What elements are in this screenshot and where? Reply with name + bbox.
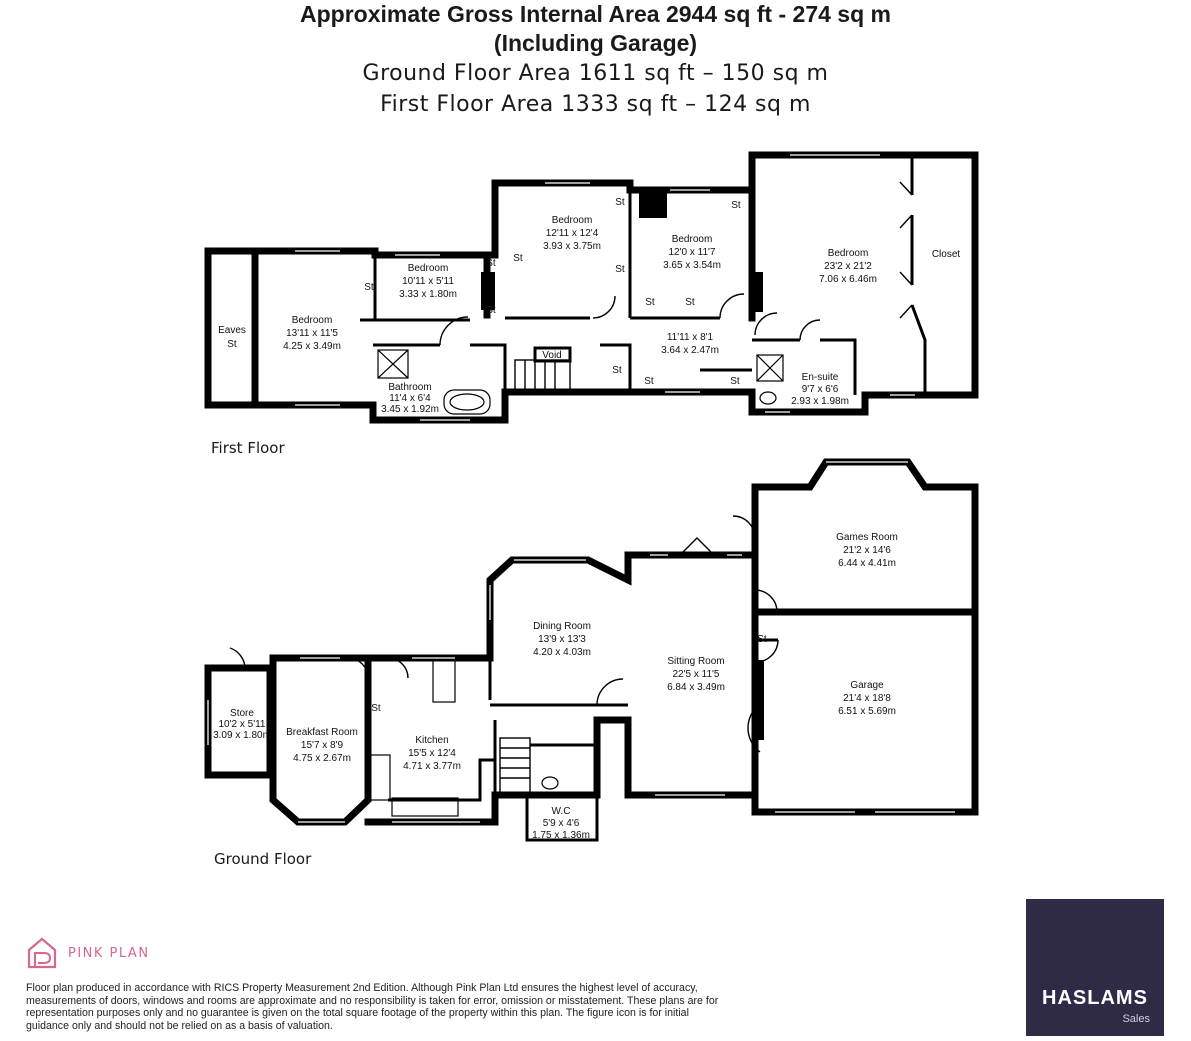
bedroom-2-name: Bedroom: [407, 263, 449, 274]
garage-imperial: 21'4 x 18'8: [843, 693, 891, 704]
sitting-room-name: Sitting Room: [667, 656, 725, 667]
eaves-storage-label: St: [227, 339, 237, 350]
garage-name: Garage: [850, 680, 884, 691]
storage-label: St: [615, 264, 625, 275]
storage-label: St: [486, 305, 496, 316]
bathroom-metric: 3.45 x 1.92m: [381, 404, 439, 415]
ground-floor-area: Ground Floor Area 1611 sq ft – 150 sq m: [362, 61, 829, 86]
bedroom-1-imperial: 13'11 x 11'5: [286, 328, 338, 339]
wc-name: W.C: [551, 806, 571, 817]
bathroom-name: Bathroom: [388, 382, 432, 393]
storage-label: St: [364, 282, 374, 293]
house-icon: [26, 936, 58, 970]
bedroom-5-imperial: 23'2 x 21'2: [824, 261, 872, 272]
store-metric: 3.09 x 1.80m: [213, 730, 271, 741]
bedroom-5-name: Bedroom: [827, 248, 869, 259]
bedroom-1-metric: 4.25 x 3.49m: [283, 341, 341, 352]
pink-plan-logo: [26, 936, 150, 970]
en-suite-name: En-suite: [801, 372, 839, 383]
storage-label: St: [513, 253, 523, 264]
logo-wordmark: PINK PLAN: [68, 945, 150, 961]
bedroom-2-imperial: 10'11 x 5'11: [402, 276, 454, 287]
first-floor-area: First Floor Area 1333 sq ft – 124 sq m: [380, 92, 811, 117]
store-imperial: 10'2 x 5'11: [218, 719, 266, 730]
bedroom-3-name: Bedroom: [551, 215, 593, 226]
void-label: Void: [542, 350, 562, 361]
disclaimer-text: Floor plan produced in accordance with RICS Property Measurement 2nd Edition. Although Pink Plan Ltd ensures the highest level of accuracy, measurements of doors, windows and rooms are approximate and no responsibility is taken for error, omission or misstatement. These plans are for representation purposes only and no guarantee is given on the total square footage of the property within this plan. The figure icon is for initial guidance only and should not be relied on as a basis of valuation.: [26, 982, 719, 1032]
sitting-room-imperial: 22'5 x 11'5: [672, 669, 720, 680]
wc-imperial: 5'9 x 4'6: [542, 818, 580, 829]
games-room-metric: 6.44 x 4.41m: [838, 558, 896, 569]
storage-label: St: [731, 200, 741, 211]
brand-name: HASLAMS: [1042, 987, 1148, 1009]
games-room-imperial: 21'2 x 14'6: [843, 545, 891, 556]
landing-imperial: 11'11 x 8'1: [666, 332, 714, 343]
sitting-room-metric: 6.84 x 3.49m: [667, 682, 725, 693]
storage-label: St: [644, 376, 654, 387]
storage-label: St: [757, 634, 767, 645]
dining-room-metric: 4.20 x 4.03m: [533, 647, 591, 658]
bedroom-4-metric: 3.65 x 3.54m: [663, 260, 721, 271]
first-floor-label: First Floor: [211, 439, 285, 457]
storage-label: St: [486, 258, 496, 269]
kitchen-metric: 4.71 x 3.77m: [403, 761, 461, 772]
breakfast-room-metric: 4.75 x 2.67m: [293, 753, 351, 764]
games-room-name: Games Room: [836, 532, 898, 543]
bedroom-1-name: Bedroom: [291, 315, 333, 326]
bedroom-2-metric: 3.33 x 1.80m: [399, 289, 457, 300]
brand-subtitle: Sales: [1122, 1013, 1150, 1025]
eaves-label: Eaves: [218, 325, 246, 336]
storage-label: St: [645, 297, 655, 308]
storage-label: St: [685, 297, 695, 308]
store-name: Store: [230, 708, 254, 719]
bedroom-5-metric: 7.06 x 6.46m: [819, 274, 877, 285]
en-suite-imperial: 9'7 x 6'6: [801, 384, 839, 395]
storage-label: St: [730, 376, 740, 387]
garage-metric: 6.51 x 5.69m: [838, 706, 896, 717]
dining-room-imperial: 13'9 x 13'3: [538, 634, 586, 645]
ground-floor-label: Ground Floor: [214, 850, 312, 868]
bedroom-4-imperial: 12'0 x 11'7: [668, 247, 716, 258]
bedroom-3-metric: 3.93 x 3.75m: [543, 241, 601, 252]
storage-label: St: [615, 197, 625, 208]
gross-area-title: Approximate Gross Internal Area 2944 sq ft - 274 sq m: [300, 1, 891, 27]
bedroom-3-imperial: 12'11 x 12'4: [545, 228, 599, 239]
storage-label: St: [612, 365, 622, 376]
kitchen-name: Kitchen: [415, 735, 449, 746]
landing-metric: 3.64 x 2.47m: [661, 345, 719, 356]
haslams-brand-block: [1026, 899, 1164, 1036]
breakfast-room-imperial: 15'7 x 8'9: [300, 740, 344, 751]
wc-metric: 1.75 x 1.36m: [532, 830, 590, 841]
dining-room-name: Dining Room: [533, 621, 591, 632]
closet-label: Closet: [931, 249, 961, 260]
storage-label: St: [371, 703, 381, 714]
en-suite-metric: 2.93 x 1.98m: [791, 396, 849, 407]
ground-floor-plan: [208, 462, 975, 840]
bathroom-imperial: 11'4 x 6'4: [389, 393, 431, 404]
first-floor-plan: [208, 155, 975, 420]
bedroom-4-name: Bedroom: [671, 234, 713, 245]
kitchen-imperial: 15'5 x 12'4: [408, 748, 456, 759]
garage-note: (Including Garage): [493, 30, 698, 56]
breakfast-room-name: Breakfast Room: [286, 727, 358, 738]
